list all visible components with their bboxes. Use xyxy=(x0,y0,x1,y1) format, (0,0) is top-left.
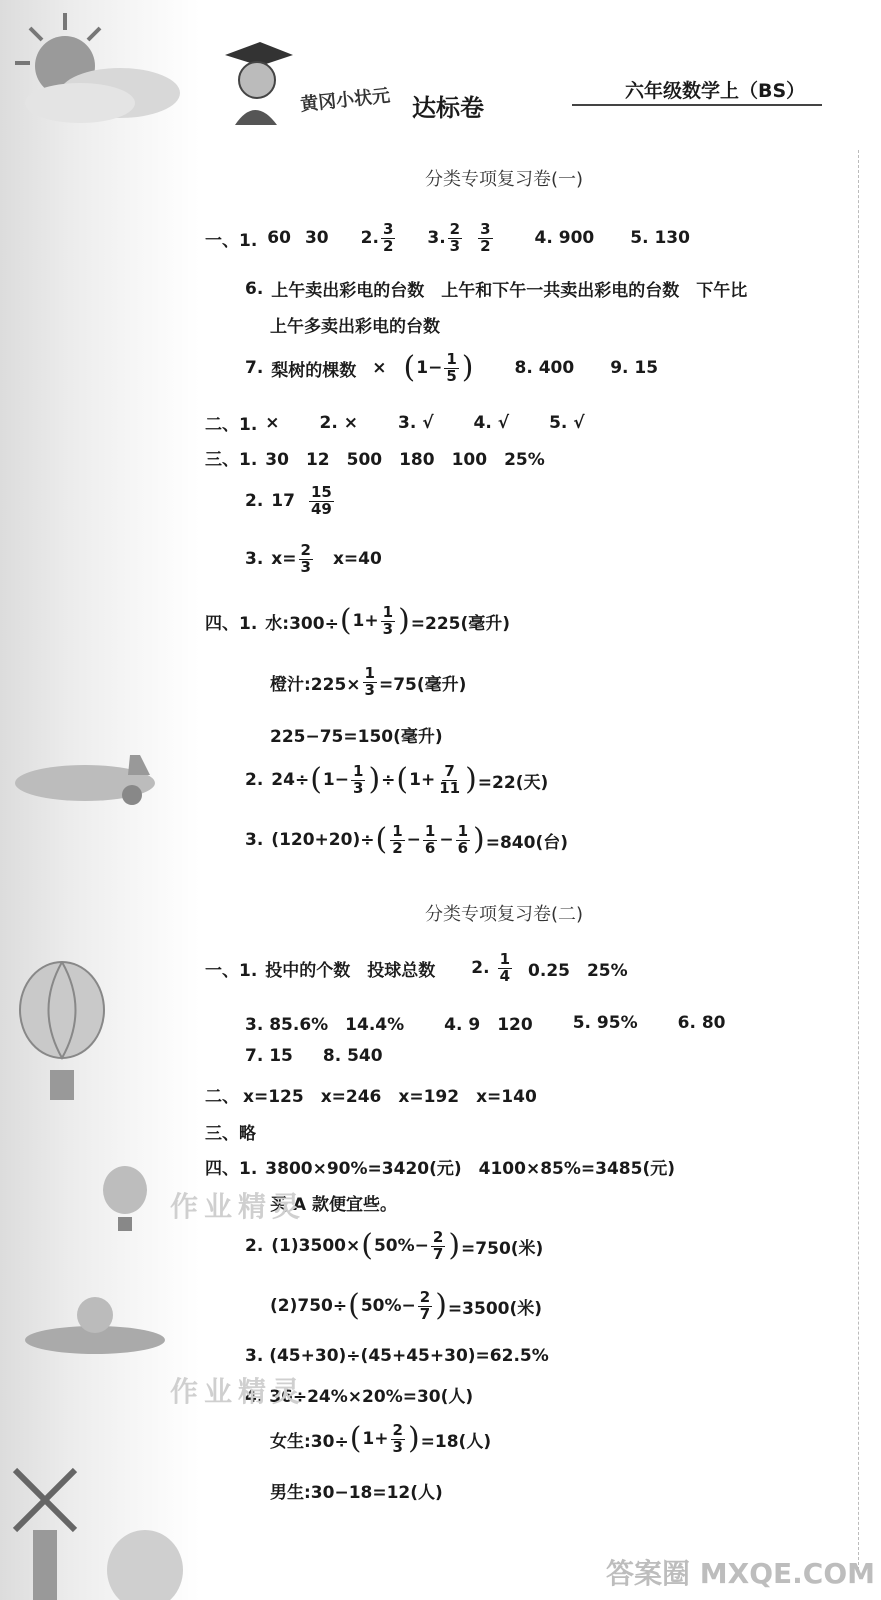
book-title: 六年级数学上（BS） xyxy=(625,80,806,102)
s2-part4-line2: 买 A 款便宜些。 xyxy=(270,1195,397,1215)
s1-part4-line3: 225−75=150(毫升) xyxy=(270,727,443,747)
watermark: 作业精灵 xyxy=(170,1375,307,1408)
s1-part4-line5: 3. (120+20)÷ ( $\frac{1}{2}$ − $\frac{1}{6}$ − $\frac{1}{6}$ ) =840(台) xyxy=(245,822,568,858)
label: 3. xyxy=(427,228,446,249)
answer: 5. 130 xyxy=(630,228,690,249)
fraction: $\frac{3}{2}$ xyxy=(382,220,394,255)
brand-subtitle: 达标卷 xyxy=(412,94,484,122)
s2-part4-line5: 3. (45+30)÷(45+45+30)=62.5% xyxy=(245,1346,549,1366)
fraction: $\frac{2}{3}$ xyxy=(392,1421,403,1456)
s1-part4-line2: 橙汁:225× $\frac{1}{3}$ =75(毫升) xyxy=(270,664,467,699)
airplane-icon xyxy=(10,745,180,815)
s2-part4-line3: 2. (1)3500× ( 50%− $\frac{2}{7}$ ) =750(米) xyxy=(245,1228,544,1264)
hot-air-balloon-icon xyxy=(15,960,110,1110)
section2-title: 分类专项复习卷(二) xyxy=(425,904,584,925)
small-balloon-icon xyxy=(100,1165,150,1235)
windmill-icon xyxy=(5,1460,185,1600)
label: 一、1. xyxy=(205,230,258,251)
s1-part4-line1: 四、1. 水:300÷ ( 1+ $\frac{1}{3}$ ) =225(毫升) xyxy=(205,603,511,639)
s2-part1-line1: 一、1. 投中的个数 投球总数 2. $\frac{1}{4}$ 0.25 25% xyxy=(205,950,628,985)
s1-q6-line2: 上午多卖出彩电的台数 xyxy=(270,317,440,337)
s1-q6-line1: 6. 上午卖出彩电的台数 上午和下午一共卖出彩电的台数 下午比 xyxy=(245,278,748,301)
fraction: $\frac{2}{7}$ xyxy=(432,1228,444,1263)
s2-part1-line2: 3. 85.6% 14.4% 4. 9 120 5. 95% 6. 80 xyxy=(245,1012,726,1035)
s2-part4-line1: 四、1. 3800×90%=3420(元) 4100×85%=3485(元) xyxy=(205,1159,675,1179)
s1-part2-line: 二、1. × 2. × 3. √ 4. √ 5. √ xyxy=(205,412,585,435)
s1-part3-line2: 2. 17 $\frac{15}{49}$ xyxy=(245,483,332,518)
fraction: $\frac{1}{3}$ xyxy=(382,603,394,638)
fraction: $\frac{1}{3}$ xyxy=(364,664,375,699)
answer: 60 xyxy=(267,228,291,249)
s2-part4-line7: 女生:30÷ ( 1+ $\frac{2}{3}$ ) =18(人) xyxy=(270,1421,492,1457)
s2-part1-line3: 7. 15 8. 540 xyxy=(245,1046,383,1066)
fraction: $\frac{2}{3}$ xyxy=(300,541,311,576)
s1-part3-line3: 3. x= $\frac{2}{3}$ x=40 xyxy=(245,541,382,576)
fraction: $\frac{1}{3}$ xyxy=(353,762,364,797)
s2-part2-line: 二、 x=125 x=246 x=192 x=140 xyxy=(205,1087,537,1107)
s1-q7-line: 7. 梨树的棵数 × ( 1− $\frac{1}{5}$ ) 8. 400 9. 15 xyxy=(245,350,659,386)
s1-part3-line1: 三、1. 30 12 500 180 100 25% xyxy=(205,450,545,470)
s2-part3-line: 三、略 xyxy=(205,1124,256,1144)
header-underline xyxy=(572,104,822,106)
s2-part4-line8: 男生:30−18=12(人) xyxy=(270,1483,443,1503)
fraction: $\frac{1}{6}$ xyxy=(424,822,436,857)
corner-watermark: 答案圈 MXQE.COM xyxy=(606,1557,875,1590)
fraction: $\frac{1}{4}$ xyxy=(499,950,511,985)
s1-part1-line xyxy=(205,222,690,255)
fraction: $\frac{2}{7}$ xyxy=(419,1288,431,1323)
fraction: $\frac{15}{49}$ xyxy=(310,483,332,518)
fraction: $\frac{1}{5}$ xyxy=(446,350,457,385)
page-edge-line xyxy=(858,150,859,1570)
label: 2. xyxy=(360,228,379,249)
fraction: $\frac{2}{3}$ xyxy=(449,220,461,255)
fraction: $\frac{1}{6}$ xyxy=(457,822,468,857)
propeller-plane-icon xyxy=(20,1285,170,1375)
sun-cloud-icon xyxy=(10,8,190,128)
s2-part4-line6: 4. 36÷24%×20%=30(人) xyxy=(245,1387,474,1407)
section1-title: 分类专项复习卷(一) xyxy=(425,169,584,190)
answer: 4. 900 xyxy=(534,228,595,249)
fraction: $\frac{1}{2}$ xyxy=(392,822,403,857)
fraction: $\frac{7}{11}$ xyxy=(439,762,461,797)
fraction: $\frac{3}{2}$ xyxy=(480,220,491,255)
boy-graduate-icon xyxy=(215,40,295,125)
watermark: 作业精灵 xyxy=(170,1190,307,1223)
s2-part4-line4: (2)750÷ ( 50%− $\frac{2}{7}$ ) =3500(米) xyxy=(270,1288,543,1324)
s1-part4-line4: 2. 24÷ ( 1− $\frac{1}{3}$ ) ÷ ( 1+ $\frac{7}{11}$ ) =22(天) xyxy=(245,762,549,798)
brand-logo-text: 黄冈小状元 xyxy=(299,85,392,116)
answer: 30 xyxy=(304,228,329,249)
